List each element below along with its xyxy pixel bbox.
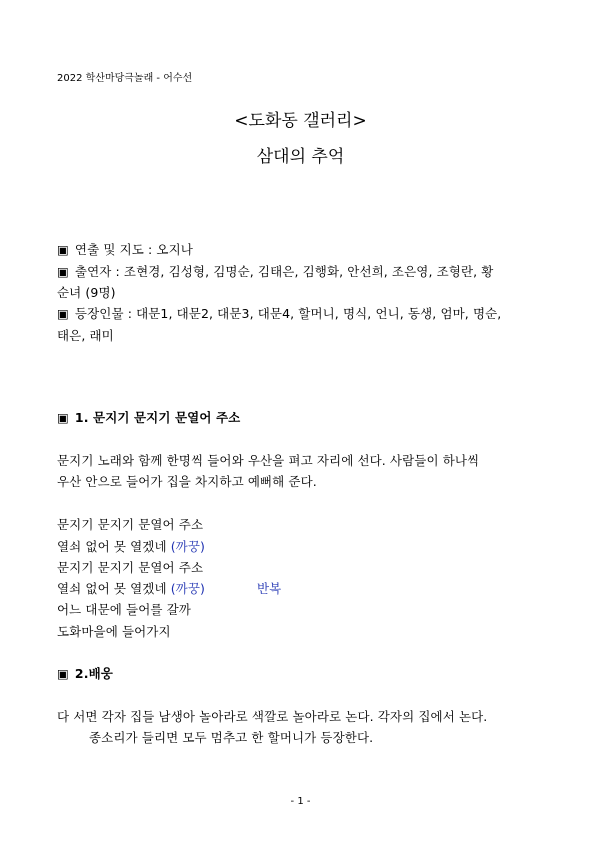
scene1-title: 1. 문지기 문지기 문열어 주소	[74, 410, 241, 425]
square-bullet-icon: ▣	[57, 410, 69, 425]
scene2-paragraph-line1: 다 서면 각자 집들 남생아 놀아라로 색깔로 놀아라로 논다. 각자의 집에서 논다.	[57, 709, 488, 724]
director-line	[57, 240, 193, 258]
page-number: - 1 -	[290, 796, 311, 807]
play-title: <도화동 갤러리>	[234, 111, 367, 131]
page-header: 2022 학산마당극놀래 - 어수선	[57, 73, 193, 84]
song-line: 열쇠 없어 못 열겠네 (까꿍)	[57, 539, 206, 554]
square-bullet-icon: ▣	[57, 264, 69, 279]
cast-line-continued: 순녀 (9명)	[57, 285, 116, 300]
sound-effect: (까꿍)	[170, 539, 206, 554]
song-line: 어느 대문에 들어를 갈까	[57, 602, 191, 617]
scene1-heading	[57, 408, 240, 426]
cast-text: 출연자 : 조현경, 김성형, 김명순, 김태은, 김행화, 안선희, 조은영, 조형란, 황	[74, 264, 494, 279]
song-line: 문지기 문지기 문열어 주소	[57, 560, 204, 575]
characters-line-continued: 태은, 래미	[57, 328, 114, 343]
song-line: 열쇠 없어 못 열겠네 (까꿍)	[57, 581, 206, 596]
scene2-heading	[57, 664, 113, 682]
song-line: 도화마을에 들어가지	[57, 624, 171, 639]
square-bullet-icon: ▣	[57, 242, 69, 257]
square-bullet-icon: ▣	[57, 306, 69, 321]
characters-text: 등장인물 : 대문1, 대문2, 대문3, 대문4, 할머니, 명식, 언니, 동생, 엄마, 명순,	[74, 306, 502, 321]
play-subtitle: 삼대의 추억	[256, 147, 345, 167]
song-line: 문지기 문지기 문열어 주소	[57, 517, 204, 532]
characters-line	[57, 304, 501, 322]
scene2-title: 2.배웅	[74, 666, 113, 681]
scene1-paragraph-line2: 우산 안으로 들어가 집을 차지하고 예뻐해 준다.	[57, 474, 317, 489]
scene2-paragraph-line2: 종소리가 들리면 모두 멈추고 한 할머니가 등장한다.	[89, 730, 374, 745]
square-bullet-icon: ▣	[57, 666, 69, 681]
sound-effect: (까꿍)	[170, 581, 206, 596]
scene1-paragraph-line1: 문지기 노래와 함께 한명씩 들어와 우산을 펴고 자리에 선다. 사람들이 하나씩	[57, 453, 480, 468]
repeat-note: 반복	[257, 581, 282, 596]
director-text: 연출 및 지도 : 오지나	[74, 242, 193, 257]
cast-line	[57, 262, 493, 280]
